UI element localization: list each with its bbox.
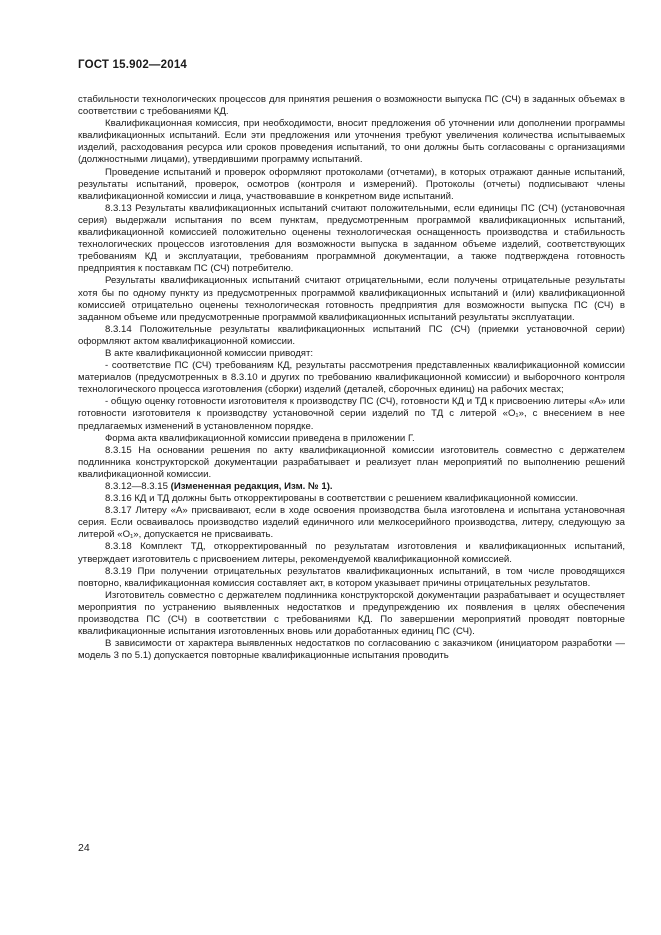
paragraph: Изготовитель совместно с держателем подлинника конструкторской документации разрабатывает и осуществляет мероприятия по устранению выявленных недостатков и предупреждению их появления в целях обеспечения производства ПС (СЧ) в соответствии с требованиями КД. По завершении мероприятий проводят повторные квалификационные испытания изготовленных вновь или доработанных единиц ПС (СЧ). (78, 589, 625, 638)
clause-8-3-16: 8.3.16 КД и ТД должны быть откорректированы в соответствии с решением квалификационной комиссии. (105, 493, 579, 505)
paragraph: В зависимости от характера выявленных недостатков по согласованию с заказчиком (инициатором разработки — модель 3 по 5.1) допускается повторные квалификационные испытания проводить (78, 638, 625, 662)
amendment-label: (Измененная редакция, Изм. № 1). (170, 481, 333, 492)
clause-8-3-13: 8.3.13 Результаты квалификационных испытаний считают положительными, если единицы ПС (СЧ) (установочная серия) выдержали испытания по всем пунктам, предусмотренным программой квалификационных испытаний, квалификационной комиссией положительно оценены технологическая оснащенность производства и стабильность технологических процессов изготовления для возможности выпуска в заданном объеме изделий, соответствующих требованиям КД и эксплуатации, требованиям программной документации, а также подтверждена готовность предприятия к поставкам ПС (СЧ) потребителю. (78, 202, 625, 275)
document-body (78, 94, 625, 662)
paragraph: Форма акта квалификационной комиссии приведена в приложении Г. (105, 432, 415, 444)
clause-8-3-19: 8.3.19 При получении отрицательных результатов квалификационных испытаний, в том числе проводящихся повторно, квалификационная комиссия составляет акт, в котором указывает причины отрицательных результатов. (78, 565, 625, 589)
page-header-doc-code: ГОСТ 15.902—2014 (78, 59, 188, 71)
amendment-note (78, 481, 625, 493)
paragraph-continuation: стабильности технологических процессов для принятия решения о возможности выпуска ПС (СЧ) в заданных объемах в соответствии с требованиями КД. (78, 94, 625, 118)
paragraph: В акте квалификационной комиссии приводят: (105, 347, 314, 359)
list-item: - общую оценку готовности изготовителя к производству ПС (СЧ), готовности КД и ТД к присвоению литеры «А» или готовности изготовителя к производству установочной серии изделий по ТД с литерой «О₁», с внесением в нее предлагаемых изменений в установленном порядке. (78, 396, 625, 432)
list-item: - соответствие ПС (СЧ) требованиям КД, результаты рассмотрения представленных квалификационной комиссии материалов (предусмотренных в 8.3.10 и других по требованию квалификационной комиссии) и выборочного контроля технологического процесса изготовления (сборки) изделий (деталей, сборочных единиц) на рабочих местах; (78, 360, 625, 396)
clause-8-3-18: 8.3.18 Комплект ТД, откорректированный по результатам изготовления и квалификационных испытаний, утверждает изготовитель с присвоением литеры, рекомендуемой квалификационной комиссией. (78, 541, 625, 565)
amendment-range: 8.3.12—8.3.15 (105, 481, 168, 492)
clause-8-3-17: 8.3.17 Литеру «А» присваивают, если в ходе освоения производства была изготовлена и испытана установочная серия. Если осваивалось производство изделий единичного или мелкосерийного производства, литеру, следующую за литерой «О₁», допускается не присваивать. (78, 505, 625, 541)
clause-8-3-15: 8.3.15 На основании решения по акту квалификационной комиссии изготовитель совместно с держателем подлинника конструкторской документации разрабатывает и реализует план мероприятий по выполнению решений квалификационной комиссии. (78, 444, 625, 480)
clause-8-3-14: 8.3.14 Положительные результаты квалификационных испытаний ПС (СЧ) (приемки установочной серии) оформляют актом квалификационной комиссии. (78, 323, 625, 347)
paragraph: Проведение испытаний и проверок оформляют протоколами (отчетами), в которых отражают данные испытаний, результаты испытаний, проверок, осмотров (контроля и измерений). Протоколы (отчеты) подписывают члены квалификационной комиссии и лица, участвовавшие в конкретном виде испытаний. (78, 166, 625, 202)
paragraph: Результаты квалификационных испытаний считают отрицательными, если получены отрицательные результаты хотя бы по одному пункту из предусмотренных программой квалификационных испытаний и (или) квалификационной комиссией отрицательно оценены технологическая готовность предприятия для возможности выпуска ПС (СЧ) в заданном объеме или предусмотренные программой квалификационных испытаний результаты эксплуатации. (78, 275, 625, 323)
page-number: 24 (78, 842, 90, 854)
paragraph: Квалификационная комиссия, при необходимости, вносит предложения об уточнении или дополнении программы квалификационных испытаний. Если эти предложения или уточнения требуют увеличения количества испытываемых изделий, расходования ресурса или сроков проведения испытаний, то они должны быть согласованы с организациями (должностными лицами), утвердившими программу испытаний. (78, 118, 625, 166)
